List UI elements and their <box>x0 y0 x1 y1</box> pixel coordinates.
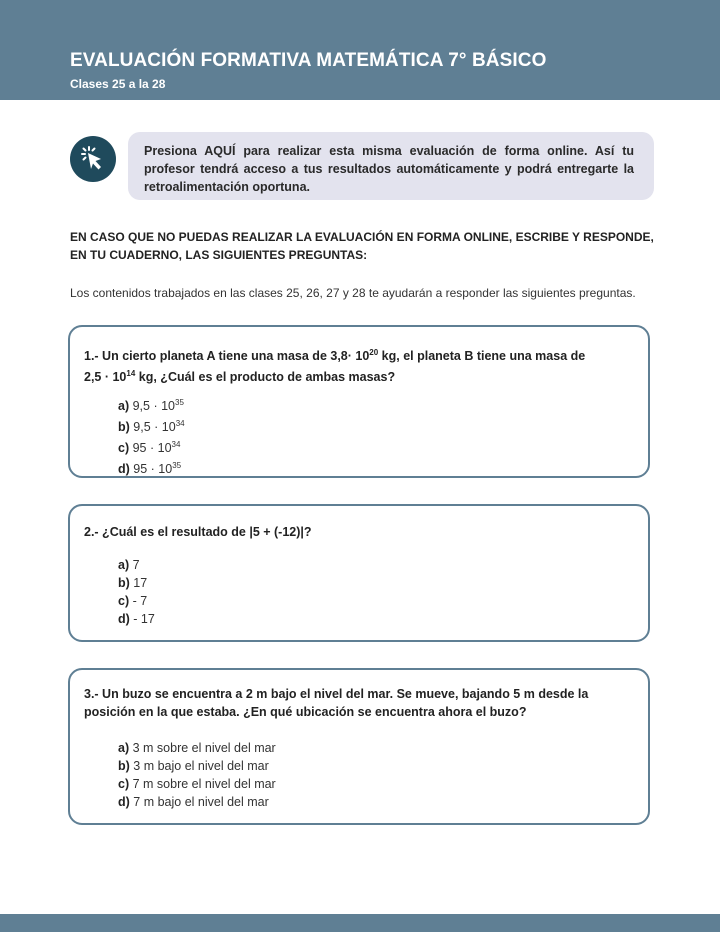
intro-text: Los contenidos trabajados en las clases 25, 26, 27 y 28 te ayudarán a responder las siguientes preguntas. <box>70 286 636 300</box>
question-1-card <box>68 325 650 478</box>
question-3-text: 3.- Un buzo se encuentra a 2 m bajo el nivel del mar. Se mueve, bajando 5 m desde la posición en la que estaba. ¿En qué ubicación se encuentra ahora el buzo? <box>84 687 589 719</box>
option-b[interactable]: b) $9,5 \cdot 10^{34}$ <box>118 419 185 435</box>
option-c[interactable]: c) $95 \cdot 10^{34}$ <box>118 440 181 456</box>
option-a[interactable]: a) 7 <box>118 558 140 572</box>
option-c[interactable]: c) 7 m sobre el nivel del mar <box>118 777 276 791</box>
question-2-card <box>68 504 650 642</box>
online-evaluation-notice[interactable] <box>128 132 654 200</box>
page-footer-bar <box>0 914 720 932</box>
question-2-text: 2.- ¿Cuál es el resultado de |5 + (-12)|? <box>84 525 312 539</box>
question-2-options <box>118 556 155 628</box>
page-header <box>0 0 720 100</box>
option-b[interactable]: b) 17 <box>118 576 148 590</box>
page-subtitle: Clases 25 a la 28 <box>70 77 166 91</box>
option-a[interactable]: a) 3 m sobre el nivel del mar <box>118 741 276 755</box>
question-1-options <box>118 394 185 479</box>
option-d[interactable]: d) $95 \cdot 10^{35}$ <box>118 461 182 477</box>
question-3-card <box>68 668 650 825</box>
question-3-options <box>118 739 276 811</box>
notice-text: Presiona AQUÍ para realizar esta misma evaluación de forma online. Así tu profesor tendrá acceso a tus resultados automáticamente y podrá entregarte la retroalimentación oportuna. <box>144 144 634 194</box>
question-1-text: 1.- Un cierto planeta A tiene una masa de $3,8\cdot 10^{20}$ kg, el planeta B tiene una masa de $2,5 \cdot 10^{14}$ kg, ¿Cuál es el producto de ambas masas? <box>84 348 586 385</box>
option-c[interactable]: c) - 7 <box>118 594 148 608</box>
option-d[interactable]: d) - 17 <box>118 612 155 626</box>
click-cursor-icon[interactable] <box>70 136 116 182</box>
offline-instructions: EN CASO QUE NO PUEDAS REALIZAR LA EVALUACIÓN EN FORMA ONLINE, ESCRIBE Y RESPONDE, EN TU CUADERNO, LAS SIGUIENTES PREGUNTAS: <box>70 230 654 262</box>
option-b[interactable]: b) 3 m bajo el nivel del mar <box>118 759 269 773</box>
option-d[interactable]: d) 7 m bajo el nivel del mar <box>118 795 269 809</box>
page-title: EVALUACIÓN FORMATIVA MATEMÁTICA 7° BÁSICO <box>70 50 547 71</box>
option-a[interactable]: a) $9,5 \cdot 10^{35}$ <box>118 398 184 414</box>
